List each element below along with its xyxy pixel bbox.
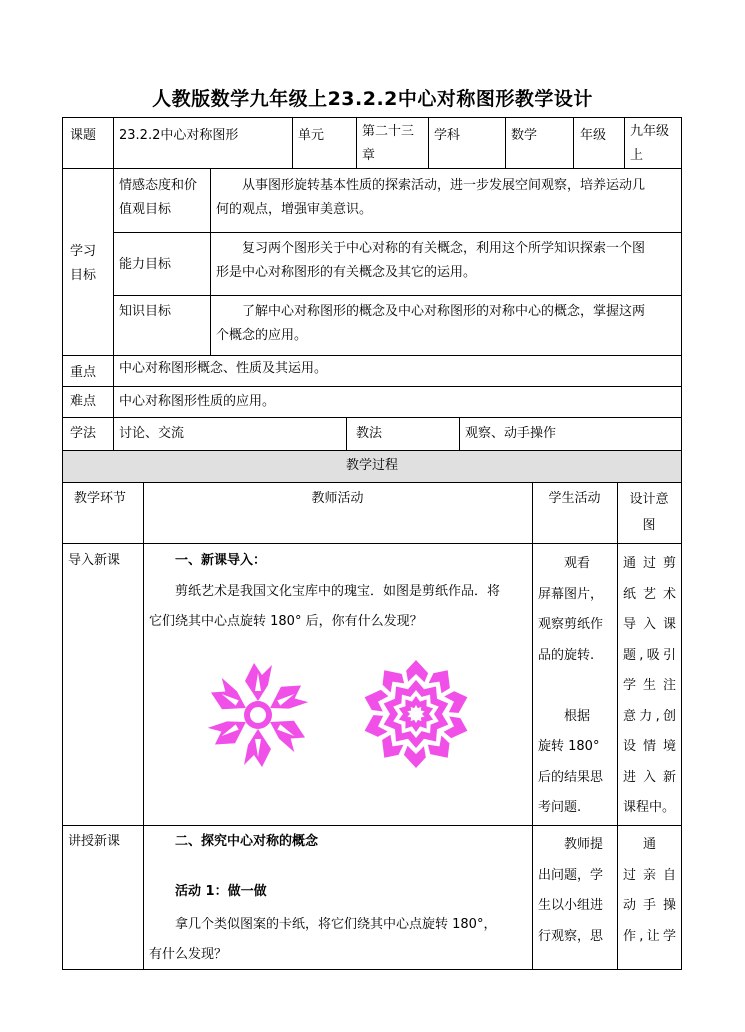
table-border-left <box>62 117 63 970</box>
explore-text: 拿几个类似图案的卡纸，将它们绕其中心点旋转 180°， 有什么发现？ <box>149 917 497 962</box>
topic-value: 23.2.2中心对称图形 <box>119 128 239 143</box>
col-student-header: 学生活动 <box>548 491 601 506</box>
key-point-label: 重点 <box>70 365 97 380</box>
goal-text-knowledge: 了解中心对称图形的概念及中心对称图形的对称中心的概念，掌握这两 个概念的应用。 <box>216 304 646 343</box>
grade-label: 年级 <box>580 128 607 143</box>
teach-method-label: 教法 <box>356 426 383 441</box>
unit-value: 第二十三 章 <box>362 124 415 163</box>
table-border-right <box>681 117 682 970</box>
topic-label: 课题 <box>70 128 97 143</box>
explore-student-activity: 教师提 出问题，学 生以小组进 行观察，思 <box>538 837 604 944</box>
intro-design-intent: 通过剪 纸艺术 导入课 题,吸引 学生注 意力,创 设情境 进入新 课程中。 <box>623 556 676 815</box>
teach-method-value: 观察、动手操作 <box>465 426 557 441</box>
unit-label: 单元 <box>298 128 325 143</box>
subject-label: 学科 <box>434 128 461 143</box>
study-method-label: 学法 <box>70 426 97 441</box>
intro-text: 剪纸艺术是我国文化宝库中的瑰宝．如图是剪纸作品．将 它们绕其中心点旋转 180° 后，你有什么发现？ <box>149 584 501 629</box>
key-point-value: 中心对称图形概念、性质及其运用。 <box>119 361 328 376</box>
difficulty-label: 难点 <box>70 394 97 409</box>
col-design-header: 设计意 图 <box>629 492 669 533</box>
explore-design-intent: 通 过亲自 动手操 作,让学 <box>623 837 676 944</box>
goals-label: 学习 目标 <box>70 244 97 283</box>
goal-name-attitude: 情感态度和价 值观目标 <box>119 178 198 217</box>
col-teacher-header: 教师活动 <box>311 491 364 506</box>
grade-value: 九年级 上 <box>630 124 670 163</box>
explore-heading: 二、探究中心对称的概念 <box>175 834 319 849</box>
difficulty-value: 中心对称图形性质的应用。 <box>119 394 276 409</box>
explore-activity: 活动 1：做一做 <box>175 884 267 899</box>
goal-text-ability: 复习两个图形关于中心对称的有关概念，利用这个所学知识探索一个图 形是中心对称图形的有关概念及其它的运用。 <box>216 241 646 280</box>
paper-cut-flower-figure <box>203 660 313 770</box>
intro-heading: 一、新课导入： <box>175 553 267 568</box>
process-heading: 教学过程 <box>345 458 398 473</box>
explore-stage: 讲授新课 <box>68 834 121 849</box>
page-title: 人教版数学九年级上23.2.2中心对称图形教学设计 <box>152 88 593 110</box>
intro-stage: 导入新课 <box>68 553 121 568</box>
goal-name-knowledge: 知识目标 <box>119 304 172 319</box>
col-stage-header: 教学环节 <box>74 491 127 506</box>
goal-name-ability: 能力目标 <box>119 257 172 272</box>
paper-cut-star-figure <box>360 658 472 770</box>
table-border-top <box>62 117 682 118</box>
study-method-value: 讨论、交流 <box>119 426 185 441</box>
subject-value: 数学 <box>511 128 538 143</box>
intro-student-activity: 观看 屏幕图片， 观察剪纸作 品的旋转. 根据 旋转 180° 后的结果思 考问题. <box>538 556 604 815</box>
goal-text-attitude: 从事图形旋转基本性质的探索活动，进一步发展空间观察，培养运动几 何的观点，增强审美意识。 <box>216 178 646 217</box>
